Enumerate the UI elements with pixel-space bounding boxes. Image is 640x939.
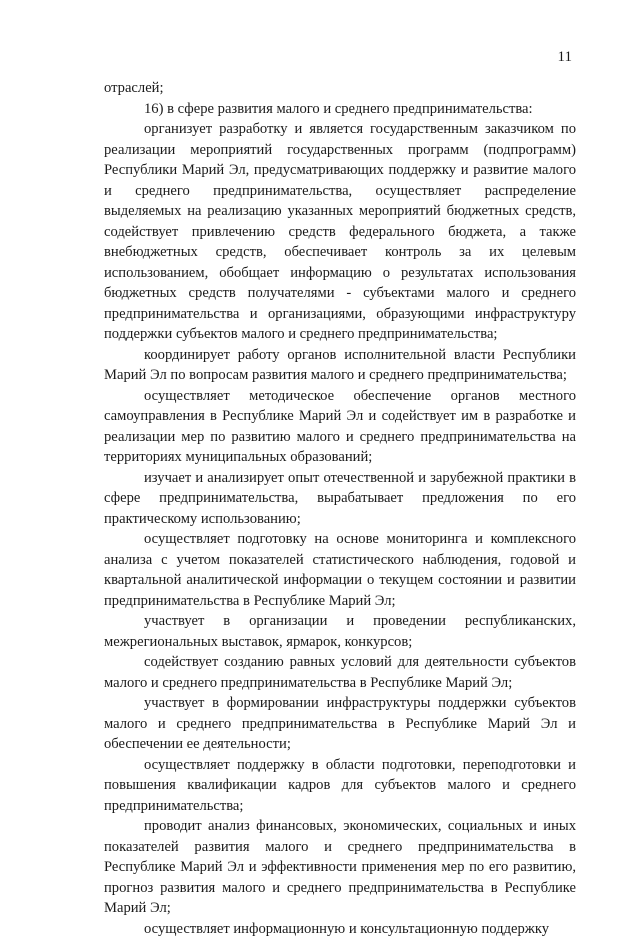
paragraph: координирует работу органов исполнительной власти Республики Марий Эл по вопросам развития малого и среднего предпринимательства; bbox=[104, 345, 576, 386]
document-body bbox=[104, 78, 576, 939]
page-number: 11 bbox=[558, 48, 572, 66]
paragraph: изучает и анализирует опыт отечественной и зарубежной практики в сфере предпринимательства, вырабатывает предложения по его практическому использованию; bbox=[104, 468, 576, 530]
paragraph: организует разработку и является государственным заказчиком по реализации мероприятий государственных программ (подпрограмм) Республики Марий Эл, предусматривающих поддержку и развитие малого и среднего предпринимательства, осуществляет распределение выделяемых на реализацию указанных мероприятий бюджетных средств, содействует привлечению средств федерального бюджета, а также внебюджетных средств, обеспечивает контроль за их целевым использованием, обобщает информацию о результатах использования бюджетных средств получателями - субъектами малого и среднего предпринимательства и организациями, образующими инфраструктуру поддержки субъектов малого и среднего предпринимательства; bbox=[104, 119, 576, 345]
paragraph: отраслей; bbox=[104, 78, 576, 99]
paragraph: осуществляет методическое обеспечение органов местного самоуправления в Республике Марий Эл и содействует им в разработке и реализации мер по развитию малого и среднего предпринимательства на территориях муниципальных образований; bbox=[104, 386, 576, 468]
paragraph: проводит анализ финансовых, экономических, социальных и иных показателей развития малого и среднего предпринимательства в Республике Марий Эл и эффективности применения мер по его развитию, прогноз развития малого и среднего предпринимательства в Республике Марий Эл; bbox=[104, 816, 576, 919]
paragraph: осуществляет информационную и консультационную поддержку bbox=[104, 919, 576, 939]
paragraph: участвует в формировании инфраструктуры поддержки субъектов малого и среднего предпринимательства в Республике Марий Эл и обеспечении ее деятельности; bbox=[104, 693, 576, 755]
section-heading: 16) в сфере развития малого и среднего предпринимательства: bbox=[104, 99, 576, 120]
paragraph: осуществляет поддержку в области подготовки, переподготовки и повышения квалификации кадров для субъектов малого и среднего предпринимательства; bbox=[104, 755, 576, 817]
paragraph: осуществляет подготовку на основе мониторинга и комплексного анализа с учетом показателей статистического наблюдения, годовой и квартальной аналитической информации о текущем состоянии и развитии предпринимательства в Республике Марий Эл; bbox=[104, 529, 576, 611]
paragraph: участвует в организации и проведении республиканских, межрегиональных выставок, ярмарок, конкурсов; bbox=[104, 611, 576, 652]
paragraph: содействует созданию равных условий для деятельности субъектов малого и среднего предпринимательства в Республике Марий Эл; bbox=[104, 652, 576, 693]
